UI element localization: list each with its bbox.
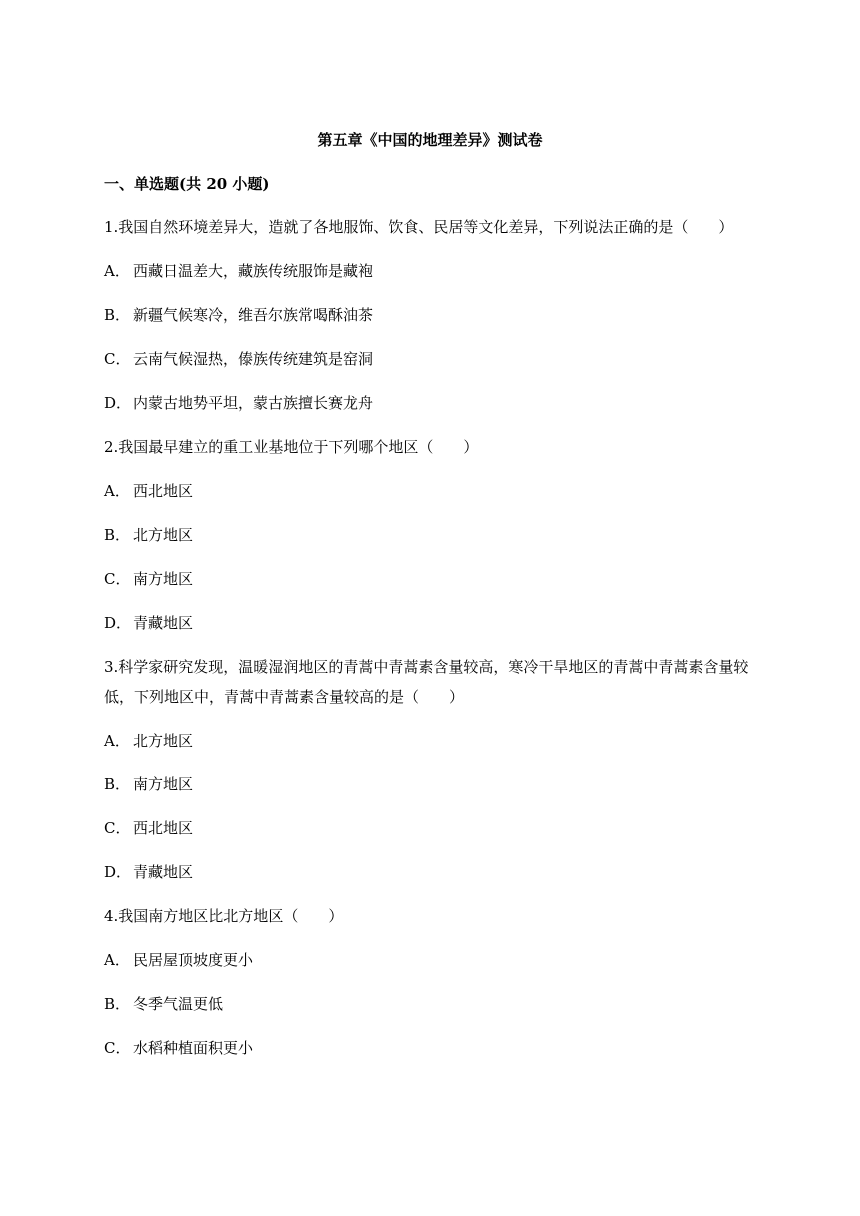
option-letter: D．: [104, 614, 132, 632]
option-text: 南方地区: [133, 570, 194, 588]
option-text: 水稻种植面积更小: [133, 1039, 254, 1057]
question-4-option-b: [104, 994, 223, 1014]
option-letter: D．: [104, 394, 132, 412]
question-2-option-c: [104, 569, 193, 589]
option-text: 北方地区: [133, 732, 194, 750]
question-3-option-b: [104, 774, 193, 794]
question-4-option-c: [104, 1038, 253, 1058]
option-text: 民居屋顶坡度更小: [133, 951, 254, 969]
question-2-option-a: [104, 481, 193, 501]
option-letter: A．: [104, 732, 130, 750]
option-text: 西北地区: [133, 482, 194, 500]
option-text: 云南气候湿热，傣族传统建筑是窑洞: [133, 350, 374, 368]
option-letter: D．: [104, 863, 132, 881]
question-1-option-a: [104, 261, 373, 281]
question-3-option-a: [104, 731, 193, 751]
option-text: 青藏地区: [133, 863, 194, 881]
option-letter: C．: [104, 350, 131, 368]
option-letter: C．: [104, 1039, 131, 1057]
question-1-option-d: [104, 393, 373, 413]
option-text: 北方地区: [133, 526, 194, 544]
question-3-stem-line-2: 低，下列地区中，青蒿中青蒿素含量较高的是（ ）: [104, 688, 465, 706]
option-letter: C．: [104, 819, 131, 837]
option-text: 冬季气温更低: [133, 995, 224, 1013]
option-letter: A．: [104, 262, 130, 280]
option-letter: B．: [104, 306, 131, 324]
question-3-option-c: [104, 818, 193, 838]
option-letter: B．: [104, 995, 131, 1013]
document-title: 第五章《中国的地理差异》测试卷: [317, 131, 543, 149]
option-letter: A．: [104, 482, 130, 500]
section-heading: 一、单选题(共 20 小题): [104, 175, 270, 193]
option-text: 内蒙古地势平坦，蒙古族擅长赛龙舟: [133, 394, 374, 412]
option-letter: B．: [104, 526, 131, 544]
option-letter: C．: [104, 570, 131, 588]
question-2-option-d: [104, 613, 193, 633]
option-text: 青藏地区: [133, 614, 194, 632]
question-4-stem: 4.我国南方地区比北方地区（ ）: [104, 907, 344, 925]
option-letter: A．: [104, 951, 130, 969]
option-text: 新疆气候寒冷，维吾尔族常喝酥油茶: [133, 306, 374, 324]
option-letter: B．: [104, 775, 131, 793]
option-text: 西北地区: [133, 819, 194, 837]
option-text: 西藏日温差大，藏族传统服饰是藏袍: [133, 262, 374, 280]
question-1-option-b: [104, 305, 373, 325]
question-3-stem-line-1: 3.科学家研究发现，温暖湿润地区的青蒿中青蒿素含量较高，寒冷干旱地区的青蒿中青蒿素含量较: [104, 658, 749, 676]
question-4-option-a: [104, 950, 253, 970]
question-1-option-c: [104, 349, 373, 369]
question-2-stem: 2.我国最早建立的重工业基地位于下列哪个地区（ ）: [104, 438, 479, 456]
option-text: 南方地区: [133, 775, 194, 793]
question-1-stem: 1.我国自然环境差异大，造就了各地服饰、饮食、民居等文化差异，下列说法正确的是（ ）: [104, 218, 734, 236]
question-2-option-b: [104, 525, 193, 545]
question-3-option-d: [104, 862, 193, 882]
